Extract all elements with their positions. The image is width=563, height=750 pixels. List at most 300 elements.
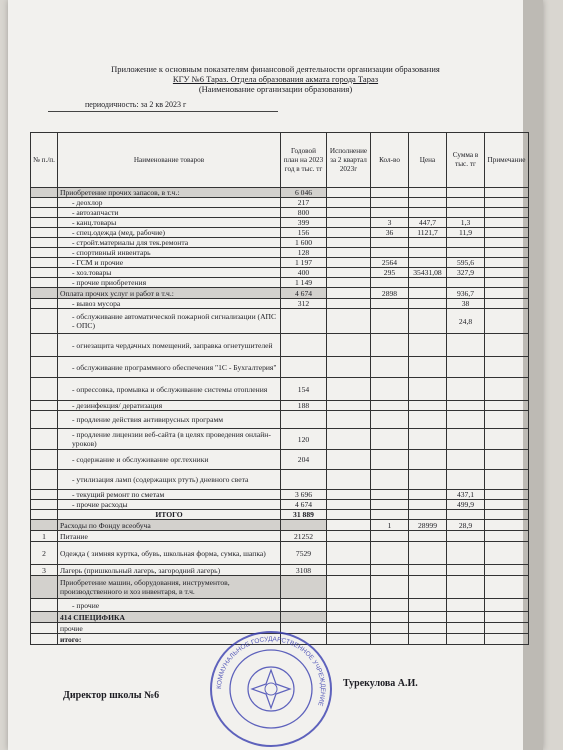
cell-qty: 1	[371, 520, 409, 531]
cell-name: прочие	[58, 623, 281, 634]
cell-plan: 800	[281, 208, 327, 218]
cell-price	[409, 299, 447, 309]
cell-price: 1121,7	[409, 228, 447, 238]
cell-sum	[447, 238, 485, 248]
cell-name: - утилизация ламп (содержащих ртуть) дневного света	[58, 470, 281, 490]
cell-execution	[327, 268, 371, 278]
cell-sum: 499,9	[447, 500, 485, 510]
cell-sum: 38	[447, 299, 485, 309]
cell-number	[31, 299, 58, 309]
cell-plan: 21252	[281, 531, 327, 542]
cell-note	[485, 309, 529, 334]
cell-number	[31, 258, 58, 268]
cell-note	[485, 429, 529, 450]
cell-name: Приобретение машин, оборудования, инструментов, производственного и хоз инвентаря, в т.ч.	[58, 576, 281, 599]
cell-name: - содержание и обслуживание орг.техники	[58, 450, 281, 470]
cell-plan: 1 149	[281, 278, 327, 288]
table-row	[31, 248, 529, 258]
cell-note	[485, 258, 529, 268]
cell-price	[409, 510, 447, 520]
cell-qty	[371, 198, 409, 208]
cell-note	[485, 612, 529, 623]
cell-qty: 2898	[371, 288, 409, 299]
cell-name: - опрессовка, промывка и обслуживание системы отопления	[58, 378, 281, 401]
cell-execution	[327, 576, 371, 599]
cell-note	[485, 378, 529, 401]
cell-execution	[327, 612, 371, 623]
cell-name: - прочие	[58, 599, 281, 612]
cell-number	[31, 238, 58, 248]
header-line-3: (Наименование организации образования)	[198, 84, 353, 94]
cell-plan: 188	[281, 401, 327, 411]
cell-qty	[371, 278, 409, 288]
cell-note	[485, 576, 529, 599]
cell-plan	[281, 309, 327, 334]
cell-price	[409, 623, 447, 634]
cell-note	[485, 188, 529, 198]
cell-qty	[371, 576, 409, 599]
cell-price	[409, 470, 447, 490]
cell-price	[409, 401, 447, 411]
cell-execution	[327, 450, 371, 470]
cell-plan: 3 696	[281, 490, 327, 500]
cell-execution	[327, 188, 371, 198]
cell-qty	[371, 542, 409, 565]
cell-number	[31, 218, 58, 228]
cell-execution	[327, 531, 371, 542]
cell-name: ИТОГО	[58, 510, 281, 520]
cell-qty	[371, 450, 409, 470]
cell-note	[485, 334, 529, 357]
table-row	[31, 510, 529, 520]
cell-name: Приобретение прочих запасов, в т.ч.:	[58, 188, 281, 198]
cell-number	[31, 429, 58, 450]
cell-number	[31, 357, 58, 378]
cell-note	[485, 411, 529, 429]
cell-number	[31, 228, 58, 238]
cell-execution	[327, 299, 371, 309]
cell-execution	[327, 357, 371, 378]
cell-qty	[371, 470, 409, 490]
cell-number	[31, 208, 58, 218]
official-stamp	[206, 628, 336, 750]
period-underline	[48, 111, 278, 112]
cell-price	[409, 612, 447, 623]
cell-execution	[327, 378, 371, 401]
cell-sum	[447, 378, 485, 401]
cell-name: Питание	[58, 531, 281, 542]
cell-execution	[327, 500, 371, 510]
cell-note	[485, 278, 529, 288]
cell-execution	[327, 334, 371, 357]
cell-number	[31, 599, 58, 612]
cell-price	[409, 531, 447, 542]
cell-execution	[327, 565, 371, 576]
cell-plan: 204	[281, 450, 327, 470]
cell-execution	[327, 248, 371, 258]
stamp-text: КОММУНАЛЬНОЕ ГОСУДАРСТВЕННОЕ УЧРЕЖДЕНИЕ	[215, 635, 327, 707]
cell-number	[31, 470, 58, 490]
cell-sum	[447, 357, 485, 378]
cell-sum	[447, 623, 485, 634]
cell-sum: 1,3	[447, 218, 485, 228]
col-header-price: Цена	[409, 133, 447, 188]
cell-name: - ГСМ и прочие	[58, 258, 281, 268]
cell-note	[485, 565, 529, 576]
cell-price	[409, 411, 447, 429]
cell-note	[485, 299, 529, 309]
table-row	[31, 450, 529, 470]
cell-qty	[371, 208, 409, 218]
table-row	[31, 299, 529, 309]
table-row	[31, 378, 529, 401]
document-page	[8, 0, 543, 750]
cell-name: - продление лицензии веб-сайта (в целях проведения онлайн-уроков)	[58, 429, 281, 450]
cell-number: 2	[31, 542, 58, 565]
cell-qty: 3	[371, 218, 409, 228]
cell-plan: 156	[281, 228, 327, 238]
cell-execution	[327, 288, 371, 299]
financial-table	[30, 132, 529, 645]
cell-note	[485, 268, 529, 278]
cell-sum	[447, 576, 485, 599]
cell-name: 414 СПЕЦИФИКА	[58, 612, 281, 623]
cell-price	[409, 500, 447, 510]
cell-qty	[371, 634, 409, 645]
cell-execution	[327, 470, 371, 490]
cell-execution	[327, 208, 371, 218]
table-row	[31, 288, 529, 299]
cell-note	[485, 531, 529, 542]
cell-number	[31, 288, 58, 299]
cell-price: 447,7	[409, 218, 447, 228]
cell-price	[409, 198, 447, 208]
cell-sum	[447, 198, 485, 208]
cell-plan: 4 674	[281, 500, 327, 510]
cell-execution	[327, 278, 371, 288]
cell-execution	[327, 429, 371, 450]
cell-qty	[371, 531, 409, 542]
cell-price	[409, 258, 447, 268]
cell-sum	[447, 542, 485, 565]
table-row	[31, 238, 529, 248]
cell-execution	[327, 218, 371, 228]
cell-sum: 28,9	[447, 520, 485, 531]
cell-plan: 120	[281, 429, 327, 450]
cell-execution	[327, 520, 371, 531]
cell-execution	[327, 599, 371, 612]
col-header-plan: Годовой план на 2023 год в тыс. тг	[281, 133, 327, 188]
table-row	[31, 599, 529, 612]
cell-name: - продление действия антивирусных программ	[58, 411, 281, 429]
cell-note	[485, 228, 529, 238]
cell-qty	[371, 599, 409, 612]
cell-plan	[281, 334, 327, 357]
table-row	[31, 576, 529, 599]
cell-note	[485, 510, 529, 520]
cell-plan	[281, 470, 327, 490]
cell-name: Одежда ( зимняя куртка, обувь, школьная форма, сумка, шапка)	[58, 542, 281, 565]
cell-price	[409, 334, 447, 357]
cell-number	[31, 490, 58, 500]
table-row	[31, 357, 529, 378]
cell-plan: 128	[281, 248, 327, 258]
cell-execution	[327, 490, 371, 500]
table-row	[31, 411, 529, 429]
cell-execution	[327, 542, 371, 565]
table-row	[31, 490, 529, 500]
cell-qty	[371, 623, 409, 634]
cell-name: - хоз.товары	[58, 268, 281, 278]
cell-price	[409, 599, 447, 612]
cell-plan: 6 046	[281, 188, 327, 198]
cell-price	[409, 565, 447, 576]
cell-qty: 36	[371, 228, 409, 238]
cell-qty	[371, 238, 409, 248]
cell-sum: 936,7	[447, 288, 485, 299]
cell-execution	[327, 258, 371, 268]
header-line-1: Приложение к основным показателям финансовой деятельности организации образования	[111, 64, 440, 74]
table-row	[31, 401, 529, 411]
cell-qty	[371, 411, 409, 429]
cell-price: 35431,08	[409, 268, 447, 278]
period-label: периодичность: за 2 кв 2023 г	[85, 100, 187, 109]
cell-note	[485, 623, 529, 634]
cell-price	[409, 450, 447, 470]
col-header-qty: Кол-во	[371, 133, 409, 188]
cell-plan: 217	[281, 198, 327, 208]
cell-note	[485, 288, 529, 299]
cell-number: 1	[31, 531, 58, 542]
table-row	[31, 309, 529, 334]
cell-sum	[447, 429, 485, 450]
cell-plan: 3108	[281, 565, 327, 576]
cell-sum: 595,6	[447, 258, 485, 268]
cell-name: - прочие расходы	[58, 500, 281, 510]
cell-name: Лагерь (пришкольный лагерь, загородний лагерь)	[58, 565, 281, 576]
table-row	[31, 334, 529, 357]
cell-sum: 437,1	[447, 490, 485, 500]
cell-plan: 312	[281, 299, 327, 309]
cell-number	[31, 198, 58, 208]
cell-note	[485, 401, 529, 411]
cell-sum	[447, 531, 485, 542]
cell-qty	[371, 188, 409, 198]
cell-price	[409, 288, 447, 299]
cell-name: - стройт.материалы для тек.ремонта	[58, 238, 281, 248]
cell-sum	[447, 188, 485, 198]
table-row	[31, 278, 529, 288]
header-line-2: КГУ №6 Тараз. Отдела образования акмата города Тараз	[172, 74, 379, 84]
cell-price	[409, 278, 447, 288]
director-title: Директор школы №6	[63, 690, 160, 701]
cell-sum	[447, 634, 485, 645]
table-row	[31, 258, 529, 268]
cell-number: 3	[31, 565, 58, 576]
cell-name: - канц.товары	[58, 218, 281, 228]
cell-qty	[371, 500, 409, 510]
table-row	[31, 268, 529, 278]
cell-number	[31, 623, 58, 634]
cell-name: - спортивный инвентарь	[58, 248, 281, 258]
table-row	[31, 470, 529, 490]
cell-qty	[371, 429, 409, 450]
director-name: Турекулова А.И.	[343, 678, 418, 689]
cell-number	[31, 278, 58, 288]
cell-note	[485, 450, 529, 470]
cell-number	[31, 188, 58, 198]
cell-qty	[371, 510, 409, 520]
cell-note	[485, 248, 529, 258]
cell-name: - огнезащита чердачных помещений, заправка огнетушителей	[58, 334, 281, 357]
cell-name: - спец.одежда (мед, рабочие)	[58, 228, 281, 238]
cell-qty	[371, 378, 409, 401]
cell-name: Расходы по Фонду всеобуча	[58, 520, 281, 531]
cell-sum	[447, 208, 485, 218]
cell-qty	[371, 357, 409, 378]
table-row	[31, 520, 529, 531]
cell-plan: 154	[281, 378, 327, 401]
cell-number	[31, 520, 58, 531]
cell-note	[485, 208, 529, 218]
cell-name: итого:	[58, 634, 281, 645]
col-header-sum: Сумма в тыс. тг	[447, 133, 485, 188]
cell-note	[485, 520, 529, 531]
cell-qty	[371, 401, 409, 411]
table-row	[31, 542, 529, 565]
cell-number	[31, 309, 58, 334]
cell-note	[485, 238, 529, 248]
cell-note	[485, 490, 529, 500]
cell-price	[409, 634, 447, 645]
table-row	[31, 218, 529, 228]
cell-price	[409, 542, 447, 565]
cell-execution	[327, 401, 371, 411]
cell-note	[485, 218, 529, 228]
cell-execution	[327, 510, 371, 520]
cell-price: 28999	[409, 520, 447, 531]
cell-qty	[371, 334, 409, 357]
cell-price	[409, 188, 447, 198]
cell-qty	[371, 248, 409, 258]
cell-qty	[371, 309, 409, 334]
cell-number	[31, 634, 58, 645]
cell-name: - деохлор	[58, 198, 281, 208]
col-header-note: Примечание	[485, 133, 529, 188]
cell-note	[485, 357, 529, 378]
cell-number	[31, 510, 58, 520]
cell-qty: 2564	[371, 258, 409, 268]
cell-price	[409, 309, 447, 334]
cell-price	[409, 248, 447, 258]
cell-price	[409, 490, 447, 500]
table-row	[31, 228, 529, 238]
cell-plan	[281, 520, 327, 531]
cell-sum: 24,8	[447, 309, 485, 334]
cell-sum	[447, 248, 485, 258]
cell-plan	[281, 357, 327, 378]
cell-execution	[327, 238, 371, 248]
cell-number	[31, 378, 58, 401]
cell-sum	[447, 510, 485, 520]
cell-note	[485, 542, 529, 565]
cell-note	[485, 599, 529, 612]
cell-plan	[281, 411, 327, 429]
cell-number	[31, 268, 58, 278]
cell-sum	[447, 411, 485, 429]
cell-price	[409, 576, 447, 599]
cell-sum	[447, 334, 485, 357]
cell-plan: 1 600	[281, 238, 327, 248]
cell-sum	[447, 401, 485, 411]
cell-sum	[447, 450, 485, 470]
cell-sum	[447, 612, 485, 623]
col-header-number: № п./п.	[31, 133, 58, 188]
cell-qty	[371, 612, 409, 623]
cell-price	[409, 357, 447, 378]
col-header-name: Наименование товаров	[58, 133, 281, 188]
table-row	[31, 565, 529, 576]
cell-plan: 400	[281, 268, 327, 278]
cell-name: - обслуживание автоматической пожарной сигнализации (АПС - ОПС)	[58, 309, 281, 334]
cell-sum: 327,9	[447, 268, 485, 278]
cell-qty: 295	[371, 268, 409, 278]
cell-name: - обслуживание программного обеспечения "1С - Бухгалтерия"	[58, 357, 281, 378]
cell-number	[31, 612, 58, 623]
table-row	[31, 531, 529, 542]
cell-sum	[447, 278, 485, 288]
cell-plan: 4 674	[281, 288, 327, 299]
cell-execution	[327, 198, 371, 208]
cell-sum: 11,9	[447, 228, 485, 238]
cell-name: - прочие приобретения	[58, 278, 281, 288]
cell-price	[409, 429, 447, 450]
table-row	[31, 500, 529, 510]
cell-plan	[281, 576, 327, 599]
table-row	[31, 198, 529, 208]
cell-price	[409, 378, 447, 401]
cell-number	[31, 576, 58, 599]
cell-number	[31, 450, 58, 470]
cell-note	[485, 198, 529, 208]
cell-qty	[371, 299, 409, 309]
cell-execution	[327, 228, 371, 238]
cell-sum	[447, 470, 485, 490]
cell-execution	[327, 411, 371, 429]
table-row	[31, 208, 529, 218]
cell-sum	[447, 599, 485, 612]
cell-name: - вывоз мусора	[58, 299, 281, 309]
col-header-execution: Исполнение за 2 квартал 2023г	[327, 133, 371, 188]
table-header-row	[31, 133, 529, 188]
cell-number	[31, 401, 58, 411]
cell-sum	[447, 565, 485, 576]
cell-plan	[281, 599, 327, 612]
table-row	[31, 429, 529, 450]
cell-number	[31, 500, 58, 510]
cell-price	[409, 208, 447, 218]
cell-number	[31, 334, 58, 357]
cell-name: - дезинфекция/ дератизация	[58, 401, 281, 411]
cell-plan: 31 889	[281, 510, 327, 520]
cell-name: - автозапчасти	[58, 208, 281, 218]
cell-plan: 7529	[281, 542, 327, 565]
table-row	[31, 612, 529, 623]
table-row	[31, 188, 529, 198]
cell-qty	[371, 490, 409, 500]
cell-note	[485, 500, 529, 510]
cell-name: - текущий ремонт по сметам	[58, 490, 281, 500]
